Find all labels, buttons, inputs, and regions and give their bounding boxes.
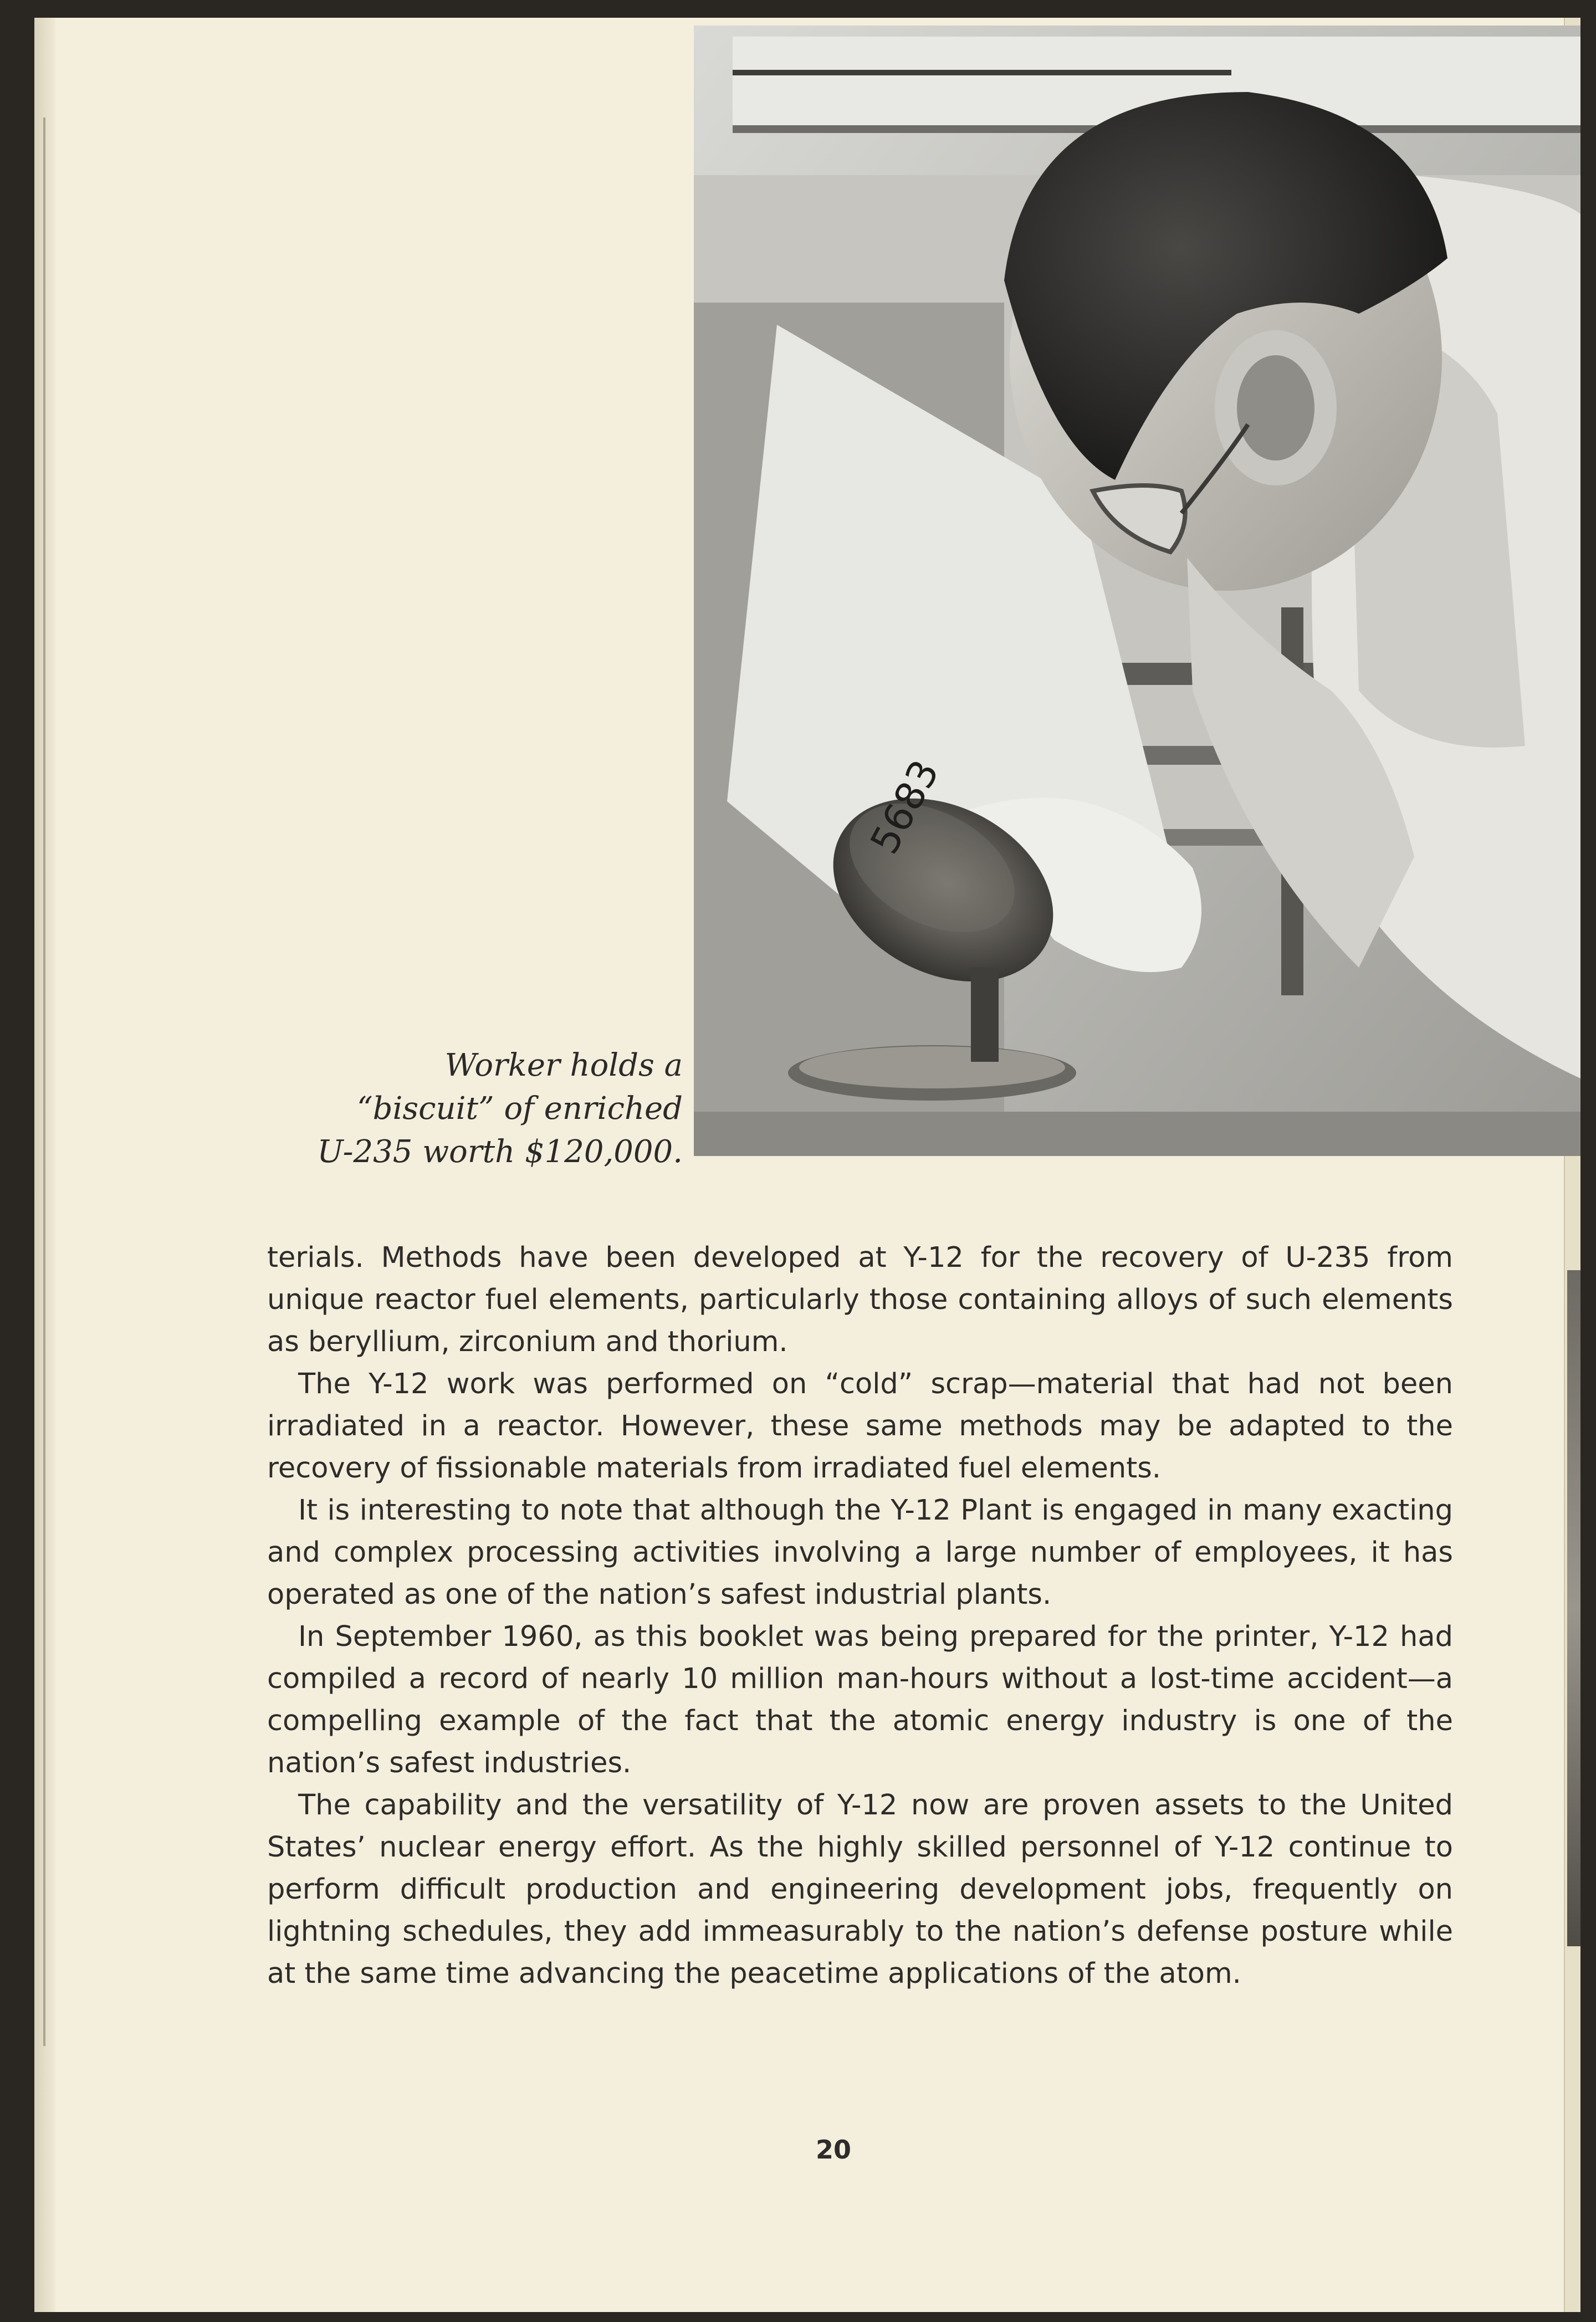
caption-line: “biscuit” of enriched (357, 1091, 683, 1127)
photo-caption (201, 1044, 683, 1174)
paragraph: In September 1960, as this booklet was being prepared for the printer, Y-12 had compiled a record of nearly 10 million man-hours without a lost-time accident—a compelling example of the fact that the atomic energy industry is one of the nation’s safest industries. (267, 1620, 1453, 1779)
adjacent-photo-strip (1567, 1270, 1580, 1946)
caption-line: U-235 worth $120,000. (317, 1134, 683, 1170)
paragraph-continued: terials. Methods have been developed at Y-12 for the recovery of U-235 from unique reactor fuel elements, particularly those containing alloys of such elements as beryllium, zirconium and thorium. (267, 1241, 1453, 1358)
body-text (267, 1237, 1453, 1995)
worker-holding-biscuit-image (694, 25, 1580, 1156)
booklet-page (34, 18, 1580, 2312)
caption-line: Worker holds a (444, 1047, 683, 1083)
binding-line (43, 117, 45, 2046)
paragraph: It is interesting to note that although the Y-12 Plant is engaged in many exacting and complex processing activities involving a large number of employees, it has operated as one of the nation’s safest industrial plants. (267, 1494, 1453, 1611)
svg-text:5683: 5683 (861, 753, 948, 861)
page-number: 20 (816, 2135, 852, 2165)
paragraph: The Y-12 work was performed on “cold” scrap—material that had not been irradiated in a reactor. However, these same methods may be adapted to the recovery of fissionable materials from irradiated fuel elements. (267, 1368, 1453, 1485)
worker-photo (694, 25, 1580, 1156)
paragraph: The capability and the versatility of Y-12 now are proven assets to the United States’ nuclear energy effort. As the highly skilled personnel of Y-12 continue to perform difficult production and engineering development jobs, frequently on lightning schedules, they add immeasurably to the nation’s defense posture while at the same time advancing the peacetime applications of the atom. (267, 1789, 1453, 1990)
